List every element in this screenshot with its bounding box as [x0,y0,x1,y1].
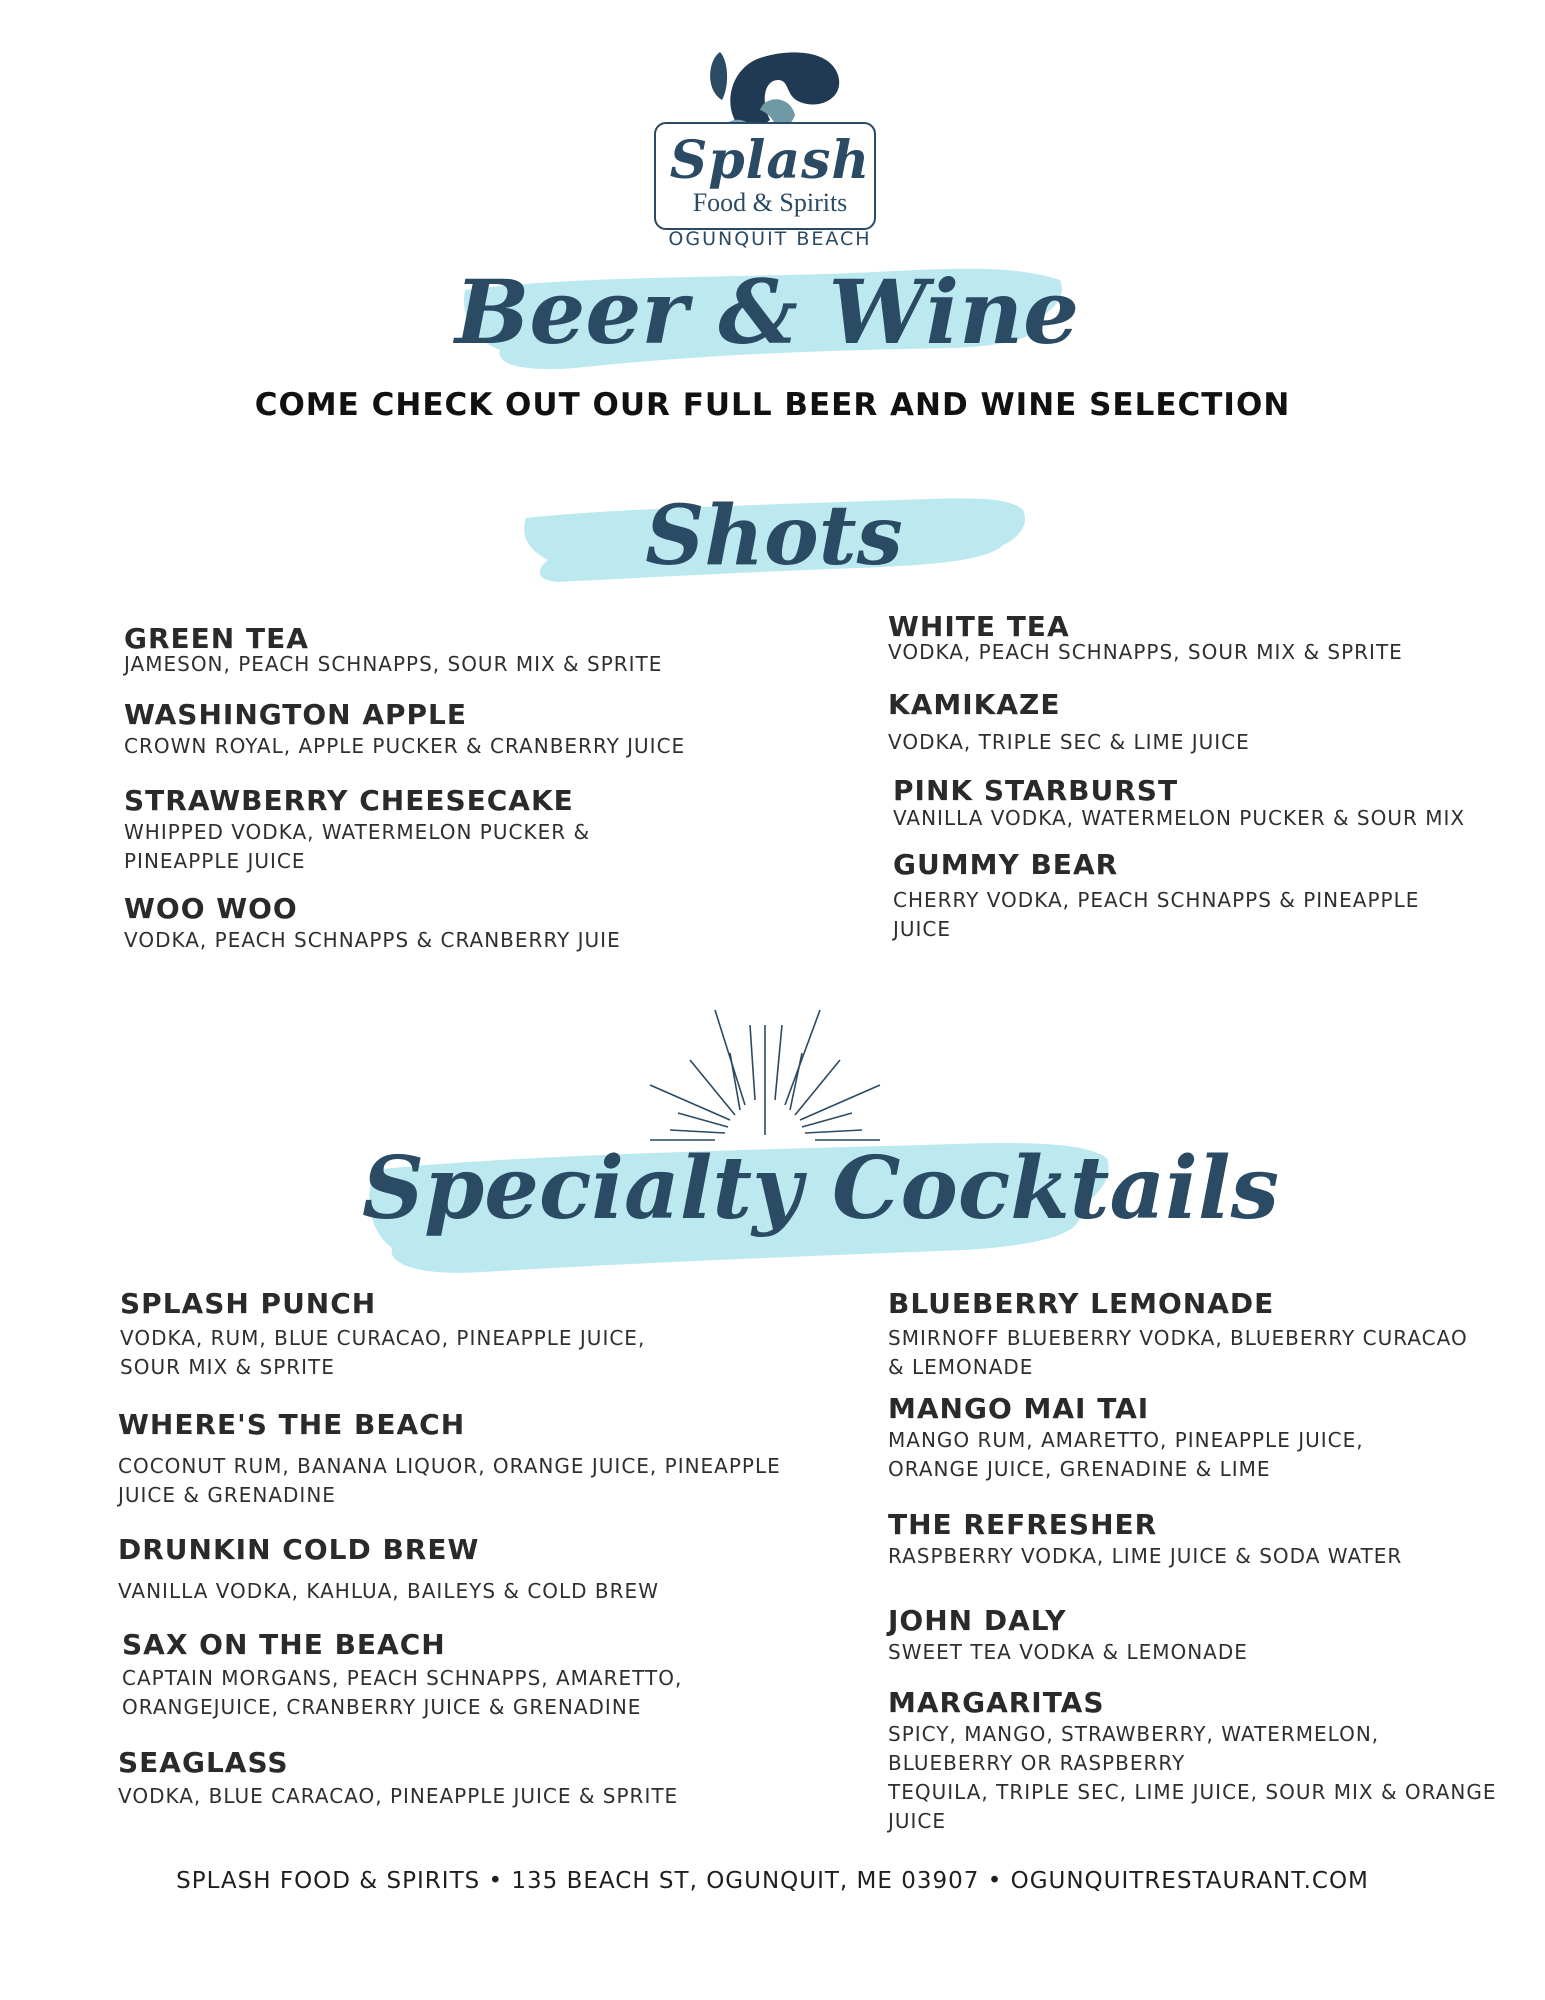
item-desc: VODKA, TRIPLE SEC & LIME JUICE [888,730,1250,754]
menu-item [893,776,1493,833]
menu-item [118,1535,798,1606]
footer-address: SPLASH FOOD & SPIRITS • 135 BEACH ST, OGUNQUIT, ME 03907 • OGUNQUITRESTAURANT.COM [176,1868,1369,1894]
item-desc: COCONUT RUM, BANANA LIQUOR, ORANGE JUICE, PINEAPPLE JUICE & GRENADINE [118,1454,781,1507]
menu-item [124,786,644,876]
item-name: SPLASH PUNCH [120,1287,377,1320]
item-name: KAMIKAZE [888,688,1061,721]
menu-item [888,1688,1498,1836]
menu-item [118,1748,798,1811]
splash-logo [640,40,900,260]
item-desc: VODKA, BLUE CARACAO, PINEAPPLE JUICE & SPRITE [118,1784,679,1808]
item-name: BLUEBERRY LEMONADE [888,1287,1275,1320]
item-name: WASHINGTON APPLE [124,698,468,731]
menu-item [118,1410,798,1510]
item-name: GUMMY BEAR [893,848,1119,881]
menu-item [122,1630,702,1722]
item-name: PINK STARBURST [893,774,1179,807]
specialty-title: Specialty Cocktails [362,1138,1279,1239]
item-name: GREEN TEA [124,622,309,655]
item-name: THE REFRESHER [888,1508,1158,1541]
menu-item [888,612,1488,667]
item-desc: VANILLA VODKA, KAHLUA, BAILEYS & COLD BREW [118,1579,659,1603]
menu-item [888,690,1488,757]
item-desc: SPICY, MANGO, STRAWBERRY, WATERMELON, BLUEBERRY OR RASPBERRY [888,1722,1380,1775]
item-name: SEAGLASS [118,1746,289,1779]
menu-item [120,1289,680,1382]
item-desc: VODKA, PEACH SCHNAPPS, SOUR MIX & SPRITE [888,640,1403,664]
item-desc: VANILLA VODKA, WATERMELON PUCKER & SOUR MIX [893,806,1466,830]
menu-item [888,1606,1488,1667]
logo-subtitle: Food & Spirits [692,188,848,217]
item-name: DRUNKIN COLD BREW [118,1533,480,1566]
item-name: WHERE'S THE BEACH [118,1408,466,1441]
item-name: SAX ON THE BEACH [122,1628,446,1661]
item-desc: MANGO RUM, AMARETTO, PINEAPPLE JUICE, ORANGE JUICE, GRENADINE & LIME [888,1428,1364,1481]
menu-item [888,1394,1408,1484]
item-desc: CHERRY VODKA, PEACH SCHNAPPS & PINEAPPLE JUICE [893,888,1420,941]
item-name: WHITE TEA [888,610,1070,643]
item-name: MANGO MAI TAI [888,1392,1150,1425]
beer-wine-title: Beer & Wine [455,260,1080,364]
tagline: COME CHECK OUT OUR FULL BEER AND WINE SELECTION [254,387,1291,423]
beer-wine-heading [455,250,1080,380]
logo-word: Splash [669,130,871,191]
shots-title: Shots [645,488,903,584]
item-desc: SWEET TEA VODKA & LEMONADE [888,1640,1248,1664]
menu-item [124,894,724,955]
item-name: WOO WOO [124,892,298,925]
specialty-heading [362,1120,1279,1285]
menu-item [124,700,724,761]
item-name: MARGARITAS [888,1686,1105,1719]
item-desc: WHIPPED VODKA, WATERMELON PUCKER & PINEAPPLE JUICE [124,820,591,873]
menu-item [888,1510,1488,1571]
shots-heading [518,480,1030,592]
item-name: STRAWBERRY CHEESECAKE [124,784,574,817]
item-desc: JAMESON, PEACH SCHNAPPS, SOUR MIX & SPRITE [124,652,663,676]
item-desc: SMIRNOFF BLUEBERRY VODKA, BLUEBERRY CURACAO & LEMONADE [888,1326,1468,1379]
item-desc-secondary: TEQUILA, TRIPLE SEC, LIME JUICE, SOUR MIX & ORANGE JUICE [888,1780,1497,1833]
menu-item [893,850,1453,944]
logo-place: OGUNQUIT BEACH [668,228,872,250]
item-name: JOHN DALY [888,1604,1067,1637]
item-desc: VODKA, RUM, BLUE CURACAO, PINEAPPLE JUICE, SOUR MIX & SPRITE [120,1326,646,1379]
menu-item [888,1289,1488,1382]
item-desc: CROWN ROYAL, APPLE PUCKER & CRANBERRY JUICE [124,734,686,758]
item-desc: RASPBERRY VODKA, LIME JUICE & SODA WATER [888,1544,1403,1568]
item-desc: VODKA, PEACH SCHNAPPS & CRANBERRY JUIE [124,928,621,952]
item-desc: CAPTAIN MORGANS, PEACH SCHNAPPS, AMARETTO, ORANGEJUICE, CRANBERRY JUICE & GRENADINE [122,1666,683,1719]
menu-item [124,624,724,679]
